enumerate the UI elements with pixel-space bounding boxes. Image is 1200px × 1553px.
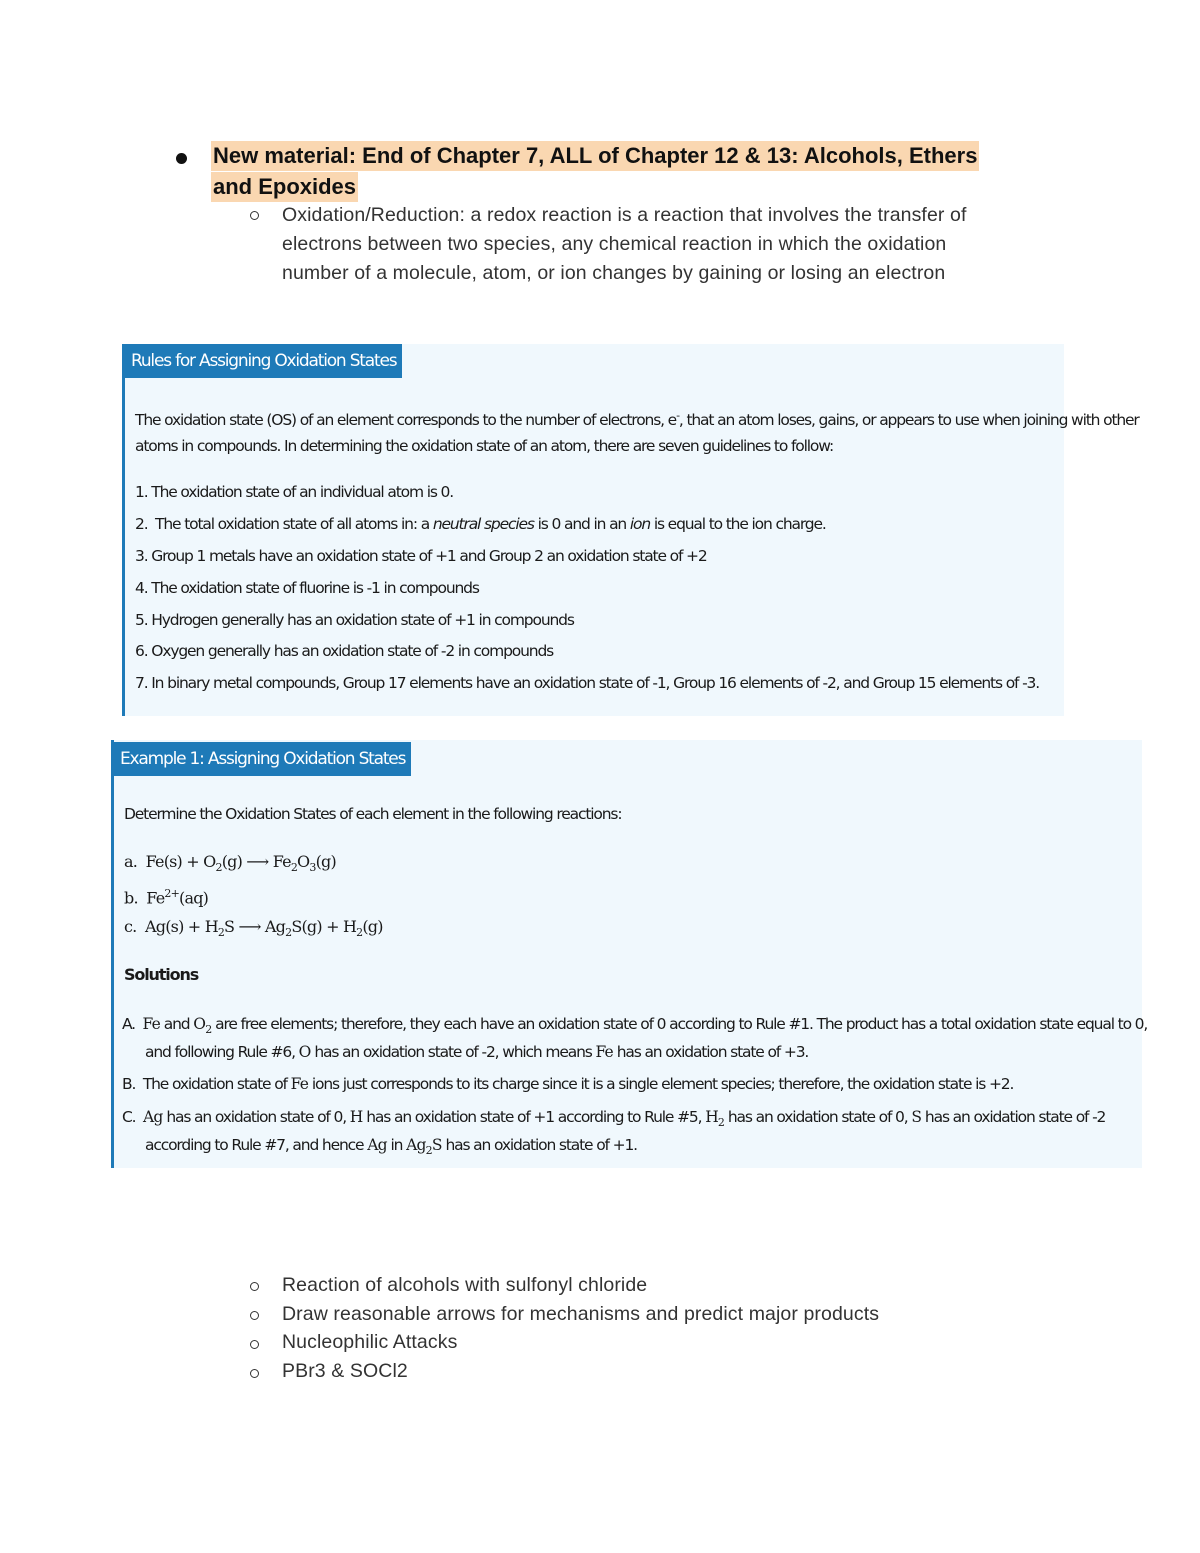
example-prompt: Determine the Oxidation States of each element in the following reactions: — [124, 805, 622, 823]
reaction-b: b. $Fe^{2+}(aq)$ — [124, 887, 209, 908]
rules-panel — [122, 344, 1139, 716]
list-item: Nucleophilic Attacks — [282, 1331, 458, 1353]
list-item: PBr3 & SOCl2 — [282, 1360, 408, 1382]
list-item: Draw reasonable arrows for mechanisms and predict major products — [282, 1303, 880, 1325]
list-bullet-circle — [250, 1311, 259, 1320]
heading-line-1: New material: End of Chapter 7, ALL of Chapter 12 & 13: Alcohols, Ethers — [211, 141, 979, 171]
rule-item-6: 6. Oxygen generally has an oxidation state of -2 in compounds — [135, 642, 554, 660]
rule-item-3: 3. Group 1 metals have an oxidation state of +1 and Group 2 an oxidation state of +2 — [135, 547, 707, 565]
sub-bullet-circle — [250, 211, 259, 220]
redox-line-3: number of a molecule, atom, or ion changes by gaining or losing an electron — [282, 262, 946, 284]
redox-line-1: Oxidation/Reduction: a redox reaction is a reaction that involves the transfer of — [282, 204, 967, 226]
list-item: Reaction of alcohols with sulfonyl chloride — [282, 1274, 648, 1296]
list-bullet-circle — [250, 1340, 259, 1349]
redox-line-2: electrons between two species, any chemical reaction in which the oxidation — [282, 233, 947, 255]
reaction-c: c. $Ag(s) + H_2S$ ⟶ $Ag_2S(g) + H_2(g)$ — [124, 917, 383, 940]
rules-intro-line-1: The oxidation state (OS) of an element corresponds to the number of electrons, e-, that an atom loses, gains, or appears to use when joining with other — [135, 409, 1139, 430]
solution-a-line-2: and following Rule #6, O has an oxidation state of -2, which means Fe has an oxidation state of +3. — [145, 1043, 809, 1061]
solutions-label: Solutions — [124, 965, 199, 984]
heading-line-2: and Epoxides — [211, 172, 358, 202]
rules-intro-line-2: atoms in compounds. In determining the oxidation state of an atom, there are seven guidelines to follow: — [135, 437, 834, 455]
example-panel-title: Example 1: Assigning Oxidation States — [114, 742, 411, 776]
list-bullet-circle — [250, 1369, 259, 1378]
rule-item-5: 5. Hydrogen generally has an oxidation state of +1 in compounds — [135, 611, 574, 629]
rule-item-4: 4. The oxidation state of fluorine is -1 in compounds — [135, 579, 479, 597]
solution-a-line-1: A. Fe and $O_2$ are free elements; therefore, they each have an oxidation state of 0 according to Rule #1. The product has a total oxidation state equal to 0, — [122, 1015, 1148, 1037]
list-bullet-circle — [250, 1282, 259, 1291]
rule-item-7: 7. In binary metal compounds, Group 17 elements have an oxidation state of -1, Group 16 elements of -2, and Group 15 elements of -3. — [135, 674, 1040, 692]
bullet-dot — [176, 153, 187, 164]
rule-item-2: 2. The total oxidation state of all atoms in: a neutral species is 0 and in an ion is equal to the ion charge. — [135, 515, 826, 533]
rules-panel-title: Rules for Assigning Oxidation States — [125, 344, 402, 378]
reaction-a: a. $Fe(s) + O_2(g)$ ⟶ $Fe_2O_3(g)$ — [124, 852, 336, 875]
rule-item-1: 1. The oxidation state of an individual atom is 0. — [135, 483, 454, 501]
solution-c-line-1: C. Ag has an oxidation state of 0, H has an oxidation state of +1 according to Rule #5, $H_2$ has an oxidation state of 0, S has an oxidation state of -2 — [122, 1108, 1106, 1130]
example-panel — [111, 740, 1148, 1168]
solution-c-line-2: according to Rule #7, and hence Ag in $Ag_2S$ has an oxidation state of +1. — [145, 1136, 637, 1158]
solution-b: B. The oxidation state of Fe ions just corresponds to its charge since it is a single element species; therefore, the oxidation state is +2. — [122, 1075, 1014, 1093]
